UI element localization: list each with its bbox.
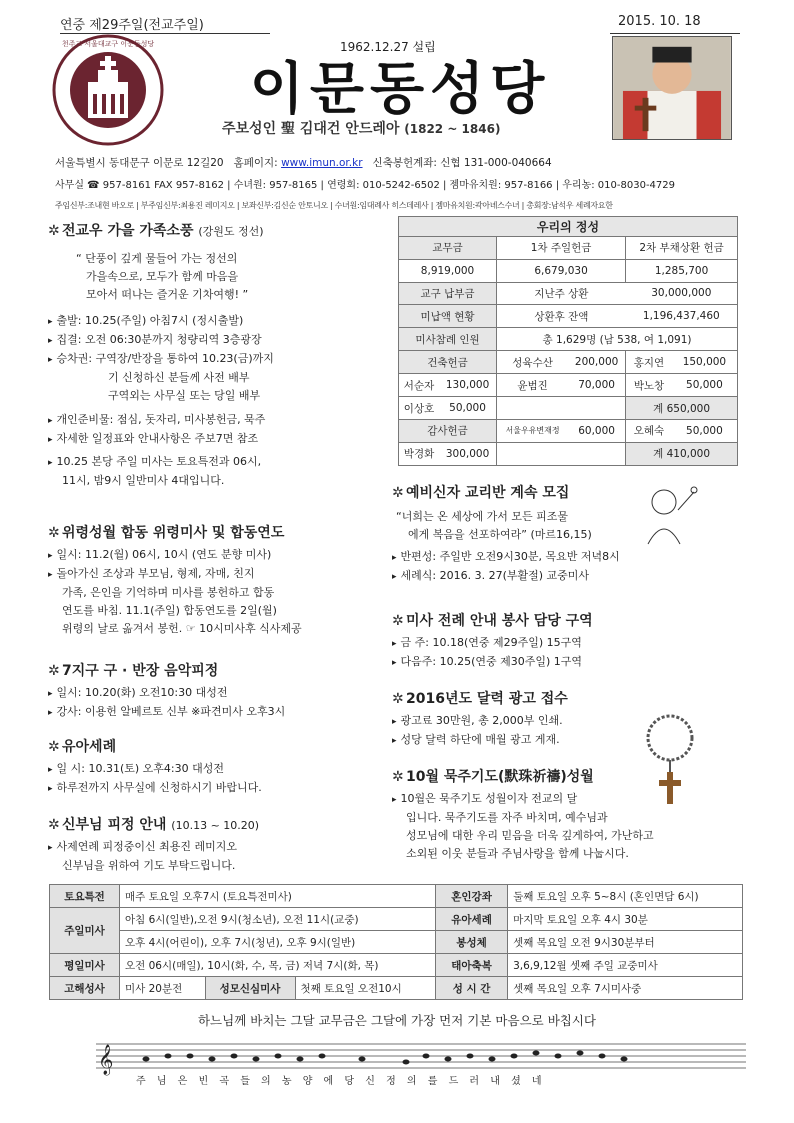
patron-years: (1822 ~ 1846)	[404, 122, 501, 136]
logo-text: 천주교 서울대교구 이문동성당	[61, 40, 155, 48]
list-item: ▸ 광고료 30만원, 총 2,000부 인쇄.	[392, 714, 563, 727]
table-cell: 첫째 토요일 오전10시	[295, 977, 436, 1000]
table-cell: 1,285,700	[626, 259, 738, 282]
section-title: ✲ 위령성월 합동 위령미사 및 합동연도	[48, 525, 285, 541]
table-cell: 지난주 상환	[497, 282, 626, 305]
table-cell: 유아세례	[436, 908, 508, 931]
section-title: ✲ 신부님 피정 안내 (10.13 ~ 10.20)	[48, 817, 260, 833]
staff-line: 주임신부:조내현 바오로 | 부주임신부:최용진 레미지오 | 보좌신부:김신순 안토니오 | 수녀원:임대례사 히스데레사 | 젬마유치원:곽아녜스수녀 | 총회장:남석우 세례자요한	[55, 201, 613, 210]
table-cell: 150,000	[672, 351, 738, 374]
list-item: 성모님에 대한 우리 믿음을 더욱 깊게하여, 가난하고	[406, 829, 654, 842]
table-cell: 교무금	[399, 236, 497, 259]
list-item: 입니다. 묵주기도를 자주 바치며, 예수님과	[406, 811, 608, 824]
sparkle-icon: ✲	[48, 663, 60, 679]
list-item: 11시, 밤9시 일반미사 4대입니다.	[62, 474, 225, 487]
patron-name: 주보성인 聖 김대건 안드레아	[222, 121, 400, 137]
list-item: ▸ 돌아가신 조상과 부모님, 형제, 자매, 친지	[48, 567, 255, 580]
table-cell: 건축헌금	[399, 351, 497, 374]
section-memorial-mass	[48, 522, 388, 638]
table-cell: 평일미사	[50, 954, 120, 977]
table-cell: 매주 토요일 오후7시 (토요특전미사)	[120, 885, 436, 908]
contact-line: 사무실 ☎ 957-8161 FAX 957-8162 | 수녀원: 957-8165 | 연령회: 010-5242-6502 | 젬마유치원: 957-8166 | 우리농: 010-8030-4729	[55, 180, 675, 191]
list-item: ▸ 승차권: 구역장/반장을 통하여 10.23(금)까지	[48, 352, 274, 365]
section-rosary-month	[392, 766, 742, 863]
list-item: 위령의 날로 옮겨서 봉헌. ☞ 10시미사후 식사제공	[62, 622, 302, 635]
list-item: ▸ 성당 달력 하단에 매월 광고 게재.	[392, 733, 560, 746]
list-item: 소외된 이웃 분들과 주님사랑을 함께 나눕시다.	[406, 847, 629, 860]
list-item: ▸ 출발: 10.25(주일) 아침7시 (정시출발)	[48, 314, 244, 327]
week-title: 연중 제29주일(전교주일)	[60, 14, 270, 34]
table-cell: 오전 06시(매일), 10시(화, 수, 목, 금) 저녁 7시(화, 목)	[120, 954, 436, 977]
table-cell: 1,196,437,460	[626, 305, 738, 328]
table-cell: 60,000	[568, 420, 626, 443]
table-cell: 주일미사	[50, 908, 120, 954]
table-cell: 교구 납부금	[399, 282, 497, 305]
table-cell: 감사헌금	[399, 420, 497, 443]
scripture-quote: “너희는 온 세상에 가서 모든 피조물	[396, 510, 568, 523]
sparkle-icon: ✲	[48, 817, 60, 833]
sparkle-icon: ✲	[392, 485, 404, 501]
section-priest-retreat	[48, 814, 388, 875]
table-cell: 박경화	[399, 442, 440, 465]
section-title: ✲ 미사 전례 안내 봉사 담당 구역	[392, 613, 593, 629]
list-item: ▸ 다음주: 10.25(연중 제30주일) 1구역	[392, 655, 583, 668]
list-item: ▸ 집결: 오전 06:30분까지 청량리역 3층광장	[48, 333, 262, 346]
list-item: ▸ 하루전까지 사무실에 신청하시기 바랍니다.	[48, 781, 262, 794]
sparkle-icon: ✲	[48, 525, 60, 541]
bank-account: 신축봉헌계좌: 신협 131-000-040664	[372, 157, 552, 169]
table-cell: 300,000	[439, 442, 497, 465]
table-cell-total: 계 650,000	[626, 397, 738, 420]
table-cell-total: 계 410,000	[626, 442, 738, 465]
section-title: ✲ 2016년도 달력 광고 접수	[392, 691, 568, 707]
homepage-link[interactable]: www.imun.or.kr	[281, 157, 363, 169]
table-cell: 오후 4시(어린이), 오후 7시(청년), 오후 9시(일반)	[120, 931, 436, 954]
offering-heading: 우리의 정성	[399, 217, 738, 237]
table-cell: 성모신심미사	[205, 977, 295, 1000]
sparkle-icon: ✲	[48, 739, 60, 755]
sparkle-icon: ✲	[48, 223, 60, 239]
table-cell: 30,000,000	[626, 282, 738, 305]
table-cell: 성육수산	[497, 351, 569, 374]
table-cell: 50,000	[672, 420, 738, 443]
table-cell: 마지막 토요일 오후 4시 30분	[508, 908, 743, 931]
bulletin-date: 2015. 10. 18	[610, 14, 740, 34]
sparkle-icon: ✲	[392, 769, 404, 785]
table-cell: 서울우유변재정	[497, 420, 569, 443]
table-cell: 셋째 목요일 오후 7시미사중	[508, 977, 743, 1000]
list-item: ▸ 강사: 이용헌 알베르토 신부 ※파견미사 오후3시	[48, 705, 286, 718]
section-music-retreat	[48, 660, 388, 722]
section-infant-baptism	[48, 736, 388, 798]
table-cell: 50,000	[439, 397, 497, 420]
sparkle-icon: ✲	[392, 691, 404, 707]
offering-motto: 하느님께 바치는 그달 교무금은 그달에 가장 먼저 기본 마음으로 바칩시다	[197, 1013, 596, 1028]
list-item: ▸ 개인준비물: 점심, 돗자리, 미사봉헌금, 묵주	[48, 413, 266, 426]
table-cell: 70,000	[568, 374, 626, 397]
table-cell: 박노창	[626, 374, 672, 397]
section-title: ✲ 유아세례	[48, 739, 117, 755]
church-name-title	[232, 56, 568, 116]
table-cell: 총 1,629명 (남 538, 여 1,091)	[497, 328, 738, 351]
table-cell: 미사 20분전	[120, 977, 206, 1000]
address-line	[55, 155, 552, 170]
table-cell: 봉성체	[436, 931, 508, 954]
music-notes	[143, 1051, 628, 1065]
section-title: ✲ 예비신자 교리반 계속 모집	[392, 485, 570, 501]
table-cell: 200,000	[568, 351, 626, 374]
section-liturgy-service	[392, 610, 742, 672]
table-cell: 오혜숙	[626, 420, 672, 443]
table-cell: 아침 6시(일반),오전 9시(청소년), 오전 11시(교중)	[120, 908, 436, 931]
list-item: ▸ 일시: 10.20(화) 오전10:30 대성전	[48, 686, 228, 699]
table-cell: 성 시 간	[436, 977, 508, 1000]
church-logo	[52, 34, 164, 146]
table-cell: 서순자	[399, 374, 440, 397]
trip-quote: “ 단풍이 깊게 물들어 가는 정선의 가을속으로, 모두가 함께 마음을 모아서 떠나는 즐거운 기차여행! ”	[76, 252, 249, 301]
homepage-label: 홈페이지:	[233, 157, 278, 169]
founded-date: 1962.12.27 설립	[340, 40, 436, 54]
table-cell: 셋째 목요일 오전 9시30분부터	[508, 931, 743, 954]
list-item: ▸ 10월은 묵주기도 성월이자 전교의 달	[392, 792, 578, 805]
scripture-quote: 에게 복음을 선포하여라” (마르16,15)	[408, 528, 592, 541]
list-item: ▸ 10.25 본당 주일 미사는 토요특전과 06시,	[48, 455, 262, 468]
patron-saint	[222, 118, 500, 138]
table-cell: 미납액 현황	[399, 305, 497, 328]
section-title: ✲ 10월 묵주기도(默珠祈禱)성월	[392, 769, 594, 785]
table-cell: 둘째 토요일 오후 5~8시 (혼인면담 6시)	[508, 885, 743, 908]
music-score	[96, 1034, 746, 1086]
table-cell: 이상호	[399, 397, 440, 420]
section-title: ✲ 전교우 가을 가족소풍 (강원도 정선)	[48, 223, 264, 239]
list-item: ▸ 금 주: 10.18(연중 제29주일) 15구역	[392, 636, 582, 649]
table-cell: 미사참례 인원	[399, 328, 497, 351]
table-cell: 윤범진	[497, 374, 569, 397]
table-cell: 태아축복	[436, 954, 508, 977]
table-cell: 토요특전	[50, 885, 120, 908]
treble-clef-icon: 𝄞	[98, 1045, 114, 1075]
list-item: 신부님을 위하여 기도 부탁드립니다.	[62, 859, 236, 872]
list-item: ▸ 세례식: 2016. 3. 27(부활절) 교중미사	[392, 569, 590, 582]
list-item: ▸ 일 시: 10.31(토) 오후4:30 대성전	[48, 762, 225, 775]
table-cell: 고해성사	[50, 977, 120, 1000]
section-title: ✲ 7지구 구 · 반장 음악피정	[48, 663, 219, 679]
table-cell: 130,000	[439, 374, 497, 397]
list-item: 기 신청하신 분들께 사전 배부	[108, 371, 250, 384]
mass-schedule-table	[49, 884, 743, 1000]
table-cell: 2차 부채상환 헌금	[626, 236, 738, 259]
svg-text:이문동성당: 이문동성당	[249, 57, 551, 116]
table-cell: 홍지연	[626, 351, 672, 374]
table-cell: 8,919,000	[399, 259, 497, 282]
table-cell: 상환후 잔액	[497, 305, 626, 328]
list-item: 연도를 바침. 11.1(주일) 합동연도를 2일(월)	[62, 604, 277, 617]
table-cell: 혼인강좌	[436, 885, 508, 908]
sparkle-icon: ✲	[392, 613, 404, 629]
address: 서울특별시 동대문구 이문로 12길20	[55, 157, 224, 169]
table-cell: 3,6,9,12월 셋째 주일 교중미사	[508, 954, 743, 977]
list-item: 구역외는 사무실 또는 당일 배부	[108, 389, 261, 402]
table-cell: 50,000	[672, 374, 738, 397]
hymn-lyrics: 주 님 은 빈 곡 들 의 농 양 에 당 신 정 의 를 드 러 내 셨 네	[136, 1076, 546, 1086]
saint-portrait-image	[612, 36, 732, 140]
table-cell: 1차 주일헌금	[497, 236, 626, 259]
pope-illustration	[634, 480, 706, 546]
section-family-trip	[48, 220, 388, 490]
list-item: ▸ 일시: 11.2(월) 06시, 10시 (연도 분향 미사)	[48, 548, 272, 561]
list-item: 가족, 은인을 기억하며 미사를 봉헌하고 합동	[62, 586, 275, 599]
list-item: ▸ 사제연례 피정중이신 최용진 레미지오	[48, 840, 238, 853]
table-cell: 6,679,030	[497, 259, 626, 282]
offering-table	[398, 216, 738, 466]
list-item: ▸ 반편성: 주일반 오전9시30분, 목요반 저녁8시	[392, 550, 620, 563]
list-item: ▸ 자세한 일정표와 안내사항은 주보7면 참조	[48, 432, 259, 445]
